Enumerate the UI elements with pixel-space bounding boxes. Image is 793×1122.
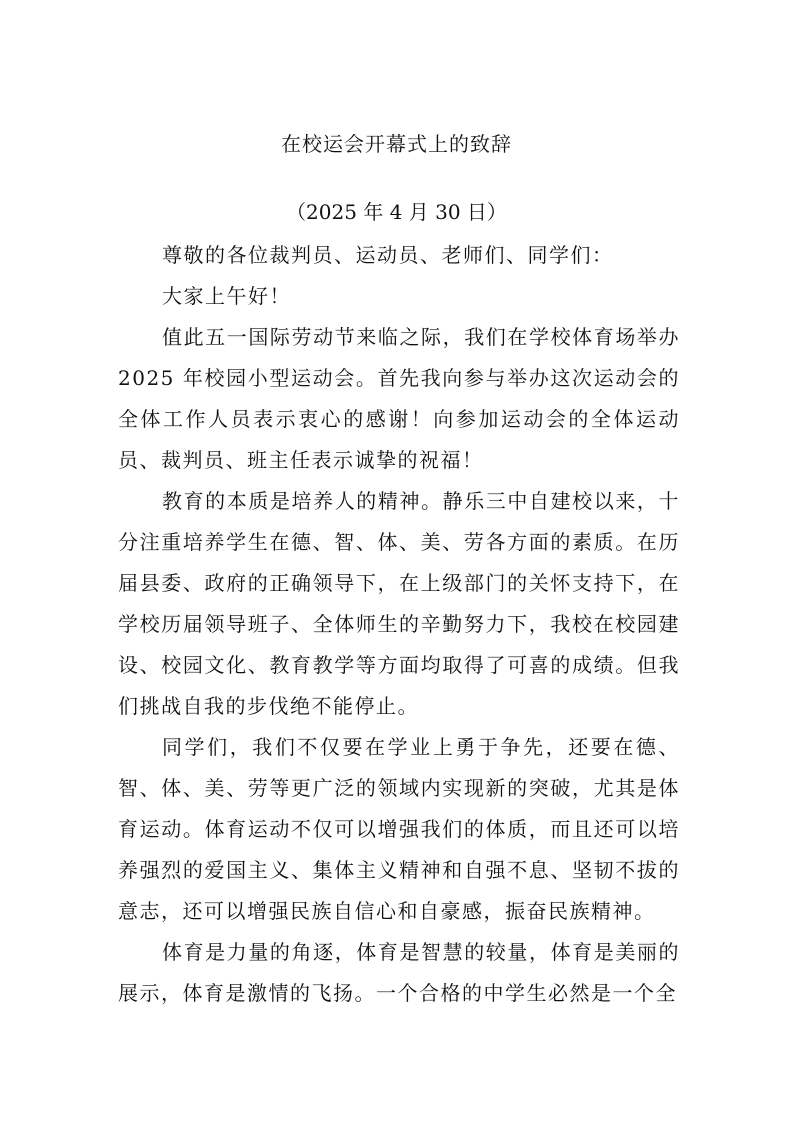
- document-date: （2025 年 4 月 30 日）: [286, 200, 507, 224]
- document-title: 在校运会开幕式上的致辞: [281, 132, 512, 156]
- greeting: 大家上午好！: [162, 284, 291, 308]
- document-body: [118, 235, 680, 1014]
- body-paragraph: 体育是力量的角逐，体育是智慧的较量，体育是美丽的展示，体育是激情的飞扬。一个合格的中学生必然是一个全: [118, 940, 680, 1005]
- body-paragraph: 教育的本质是培养人的精神。静乐三中自建校以来，十分注重培养学生在德、智、体、美、劳各方面的素质。在历届县委、政府的正确领导下，在上级部门的关怀支持下，在学校历届领导班子、全体师生的辛勤努力下，我校在校园建设、校园文化、教育教学等方面均取得了可喜的成绩。但我们挑战自我的步伐绝不能停止。: [118, 489, 680, 718]
- salutation: 尊敬的各位裁判员、运动员、老师们、同学们：: [162, 243, 614, 267]
- body-paragraph: 值此五一国际劳动节来临之际，我们在学校体育场举办2025 年校园小型运动会。首先我向参与举办这次运动会的全体工作人员表示衷心的感谢！向参加运动会的全体运动员、裁判员、班主任表示诚挚的祝福！: [118, 325, 680, 472]
- body-paragraph: 同学们，我们不仅要在学业上勇于争先，还要在德、智、体、美、劳等更广泛的领域内实现新的突破，尤其是体育运动。体育运动不仅可以增强我们的体质，而且还可以培养强烈的爱国主义、集体主义精神和自强不息、坚韧不拔的意志，还可以增强民族自信心和自豪感，振奋民族精神。: [118, 735, 680, 923]
